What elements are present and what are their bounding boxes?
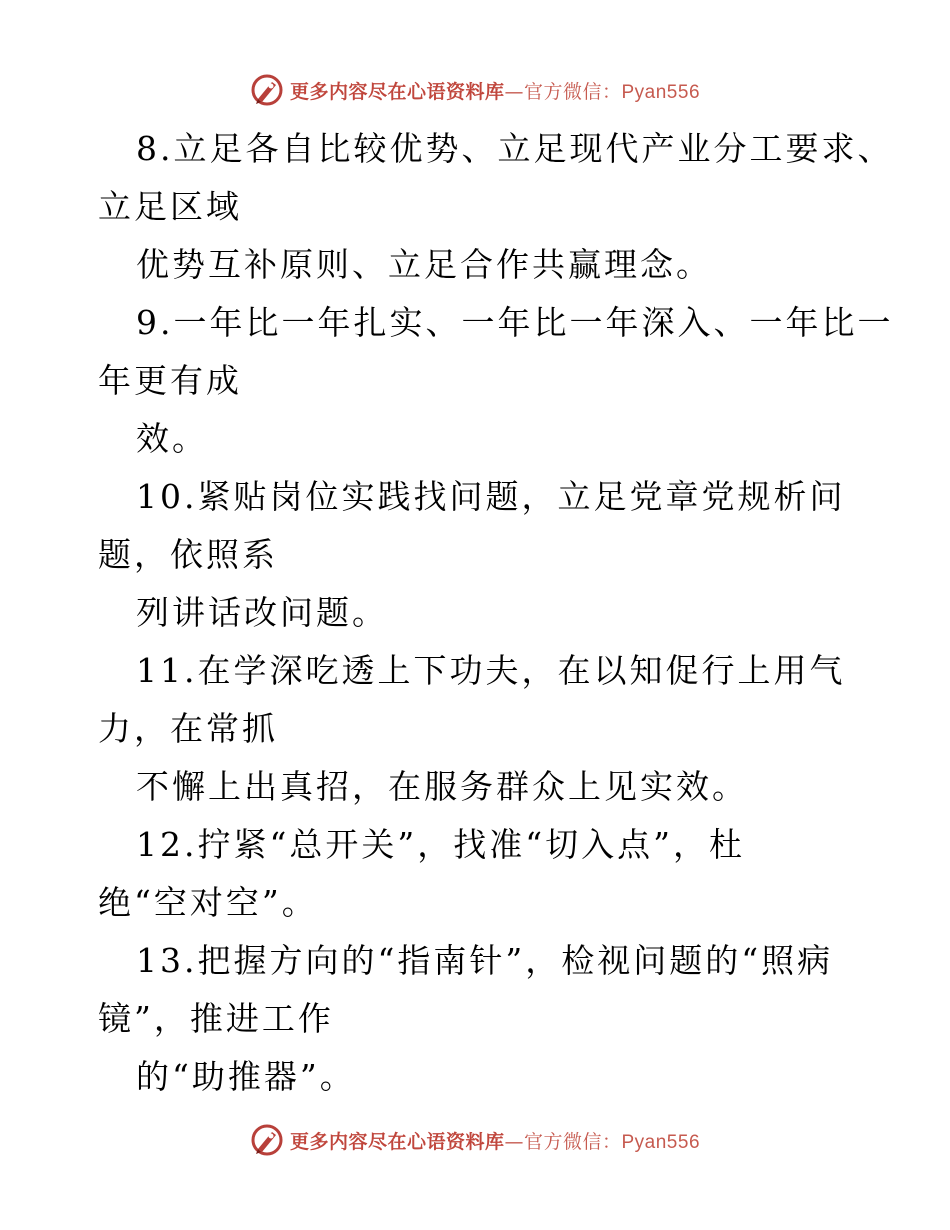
- text-line: 效。: [136, 419, 208, 458]
- header-banner: [0, 70, 950, 110]
- text-line: 力，在常抓: [98, 709, 278, 748]
- text-line: 11.在学深吃透上下功夫，在以知促行上用气: [136, 651, 846, 690]
- text-line: 不懈上出真招，在服务群众上见实效。: [136, 767, 748, 806]
- pen-logo-icon: [250, 73, 284, 107]
- footer-banner: [0, 1120, 950, 1160]
- text-line: 镜”，推进工作: [98, 999, 334, 1038]
- text-line: 立足区域: [98, 187, 242, 226]
- text-line: 9.一年比一年扎实、一年比一年深入、一年比一: [136, 303, 894, 342]
- text-line: 10.紧贴岗位实践找问题，立足党章党规析问: [136, 477, 846, 516]
- text-line: 题，依照系: [98, 535, 278, 574]
- header-banner-wechat: 官方微信：Pyan556: [524, 81, 701, 103]
- header-banner-separator: —: [504, 80, 524, 103]
- document-body: [98, 120, 894, 1106]
- footer-banner-separator: —: [504, 1130, 524, 1153]
- text-line: 8.立足各自比较优势、立足现代产业分工要求、: [136, 129, 894, 168]
- footer-banner-wechat: 官方微信：Pyan556: [524, 1131, 701, 1153]
- footer-banner-text: [290, 1127, 700, 1154]
- text-line: 的“助推器”。: [136, 1057, 356, 1096]
- pen-logo-icon: [250, 1123, 284, 1157]
- text-line: 12.拧紧“总开关”，找准“切入点”，杜: [136, 825, 745, 864]
- footer-banner-main: 更多内容尽在心语资料库: [289, 1130, 505, 1153]
- text-line: 优势互补原则、立足合作共赢理念。: [136, 245, 712, 284]
- text-line: 年更有成: [98, 361, 242, 400]
- text-line: 绝“空对空”。: [98, 883, 318, 922]
- text-line: 列讲话改问题。: [136, 593, 388, 632]
- header-banner-text: [290, 77, 700, 104]
- text-line: 13.把握方向的“指南针”，检视问题的“照病: [136, 941, 834, 980]
- header-banner-main: 更多内容尽在心语资料库: [289, 80, 505, 103]
